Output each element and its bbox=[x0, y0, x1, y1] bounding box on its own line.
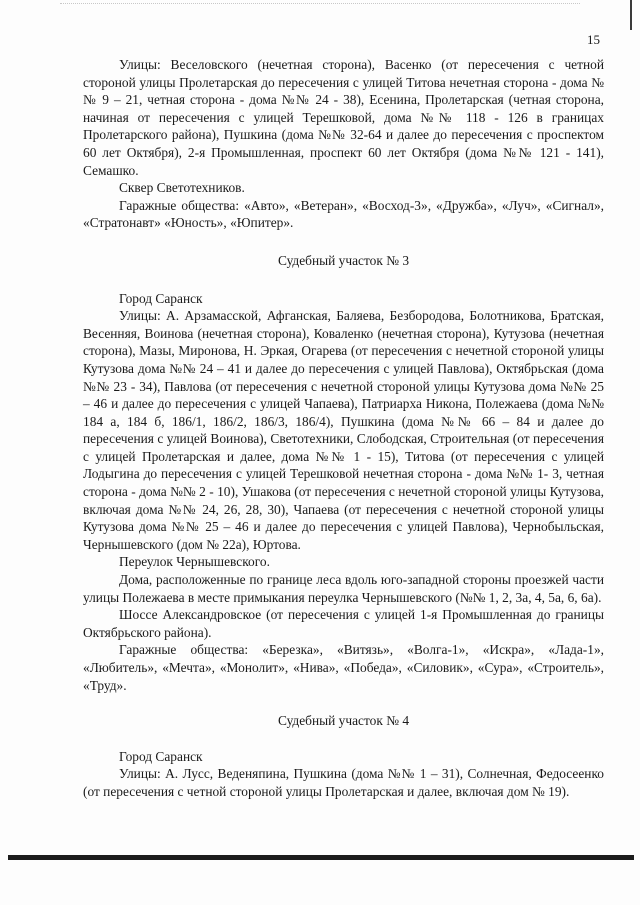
paragraph-houses: Дома, расположенные по границе леса вдоль юго-западной стороны проезжей части улицы Полежаева в месте примыкания переулка Чернышевского (№№ 1, 2, 3а, 4, 5а, 6, 6а). bbox=[83, 572, 604, 605]
paragraph-lane: Переулок Чернышевского. bbox=[119, 554, 270, 570]
paragraph-garage-societies-1: Гаражные общества: «Авто», «Ветеран», «Восход-3», «Дружба», «Луч», «Сигнал», «Стратонавт» «Юность», «Юпитер». bbox=[83, 197, 604, 231]
paragraph-garage-societies-2: Гаражные общества: «Березка», «Витязь», «Волга-1», «Искра», «Лада-1», «Любитель», «Мечта», «Монолит», «Нива», «Победа», «Силовик», «Сура», «Строитель», «Труд». bbox=[83, 642, 604, 693]
document-body bbox=[83, 56, 604, 801]
paragraph-city-1: Город Саранск bbox=[119, 290, 203, 306]
section-heading-court-4: Судебный участок № 4 bbox=[277, 713, 410, 729]
paragraph-streets-list-1: Улицы: Веселовского (нечетная сторона), Васенко (от пересечения с четной стороной улицы Пролетарская до пересечения с улицей Титова нечетная сторона - дома №№ 9 – 21, четная сторона - дома №№ 24 - 38), Есенина, Пролетарская (четная сторона, начиная от пересечения с улицей Терешковой, дома №№ 118 - 126 в границах Пролетарского района), Пушкина (дома №№ 32-64 и далее до пересечения с проспектом 60 лет Октября), 2-я Промышленная, проспект 60 лет Октября (дома №№ 121 - 141), Семашко. bbox=[83, 57, 604, 178]
paragraph-square: Сквер Светотехников. bbox=[119, 180, 245, 196]
scan-edge-mark bbox=[630, 0, 632, 30]
section-heading-court-3: Судебный участок № 3 bbox=[277, 252, 410, 268]
paragraph-city-2: Город Саранск bbox=[119, 748, 203, 764]
scan-artifact bbox=[60, 3, 580, 6]
paragraph-streets-list-3: Улицы: А. Лусс, Веденяпина, Пушкина (дома №№ 1 – 31), Солнечная, Федосеенко (от пересечения с четной стороной улицы Пролетарская и далее, включая дом № 19). bbox=[83, 766, 604, 799]
bottom-border-rule bbox=[8, 855, 634, 860]
page-number: 15 bbox=[587, 32, 600, 47]
paragraph-highway: Шоссе Александровское (от пересечения с улицей 1-я Промышленная до границы Октябрьского района). bbox=[83, 607, 604, 640]
paragraph-streets-list-2: Улицы: А. Арзамасской, Афганская, Баляева, Безбородова, Болотникова, Братская, Весенняя, Воинова (нечетная сторона), Коваленко (нечетная сторона), Кутузова (нечетная сторона), Мазы, Миронова, Н. Эркая, Огарева (от пересечения с нечетной стороной улицы Кутузова дома №№ 24 – 41 и далее до пересечения с улицей Павлова), Октябрьская (дома №№ 23 - 34), Павлова (от пересечения с нечетной стороной улицы Кутузова дома №№ 25 – 46 и далее до пересечения с улицей Чапаева), Патриарха Никона, Полежаева (дома №№ 184 а, 184 б, 186/1, 186/2, 186/3, 186/4), Пушкина (дома №№ 66 – 84 и далее до пересечения с улицей Воинова), Светотехники, Слободская, Строительная (от пересечения с улицей Пролетарская и далее, дома №№ 1 - 15), Титова (от пересечения с улицей Лодыгина до пересечения с улицей Терешковой нечетная сторона - дома №№ 1- 3, четная сторона - дома №№ 2 - 10), Ушакова (от пересечения с нечетной стороной улицы Кутузова, включая дома №№ 24, 26, 28, 30), Чапаева (от пересечения с нечетной стороной улицы Кутузова дома №№ 25 – 46 и далее до пересечения с улицей Павлова), Чернобыльская, Чернышевского (дом № 22а), Юртова. bbox=[83, 308, 604, 552]
